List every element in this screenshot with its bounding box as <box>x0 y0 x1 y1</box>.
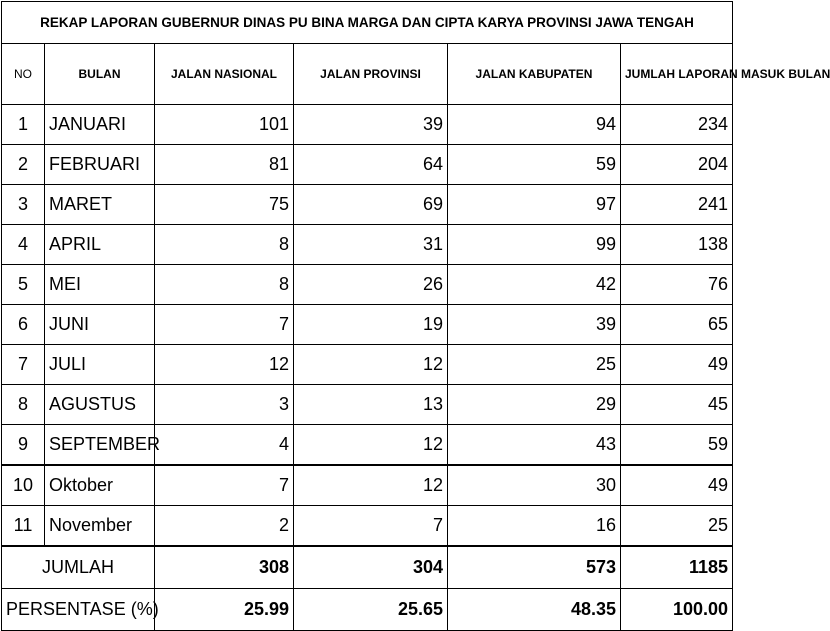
total-jalan-kabupaten: 573 <box>448 546 621 589</box>
cell-jalan-kabupaten: 94 <box>448 105 621 145</box>
table-row <box>2 305 733 345</box>
cell-no: 10 <box>2 465 45 506</box>
cell-bulan: APRIL <box>45 225 155 265</box>
cell-jalan-provinsi: 64 <box>294 145 448 185</box>
cell-jalan-nasional: 3 <box>155 385 294 425</box>
cell-jalan-nasional: 75 <box>155 185 294 225</box>
cell-jumlah: 234 <box>621 105 733 145</box>
cell-jalan-nasional: 8 <box>155 265 294 305</box>
cell-jalan-kabupaten: 99 <box>448 225 621 265</box>
cell-bulan: SEPTEMBER <box>45 425 155 466</box>
table-row <box>2 345 733 385</box>
header-no: NO <box>2 44 45 105</box>
cell-jalan-provinsi: 26 <box>294 265 448 305</box>
total-jalan-nasional: 308 <box>155 546 294 589</box>
cell-bulan: Oktober <box>45 465 155 506</box>
table-row <box>2 465 733 506</box>
percentage-jalan-provinsi: 25.65 <box>294 589 448 631</box>
total-jumlah: 1185 <box>621 546 733 589</box>
cell-jalan-kabupaten: 43 <box>448 425 621 466</box>
header-bulan: BULAN <box>45 44 155 105</box>
cell-jalan-provinsi: 13 <box>294 385 448 425</box>
cell-no: 2 <box>2 145 45 185</box>
cell-jalan-nasional: 12 <box>155 345 294 385</box>
cell-jalan-kabupaten: 29 <box>448 385 621 425</box>
cell-jalan-provinsi: 69 <box>294 185 448 225</box>
cell-jumlah: 241 <box>621 185 733 225</box>
cell-jalan-nasional: 7 <box>155 465 294 506</box>
table-row <box>2 105 733 145</box>
percentage-label: PERSENTASE (%) <box>2 589 155 631</box>
percentage-jalan-kabupaten: 48.35 <box>448 589 621 631</box>
cell-jalan-nasional: 2 <box>155 506 294 547</box>
header-jumlah-laporan: JUMLAH LAPORAN MASUK BULAN <box>621 44 733 105</box>
cell-no: 6 <box>2 305 45 345</box>
header-jalan-nasional: JALAN NASIONAL <box>155 44 294 105</box>
cell-bulan: AGUSTUS <box>45 385 155 425</box>
cell-bulan: MARET <box>45 185 155 225</box>
table-row <box>2 265 733 305</box>
report-title: REKAP LAPORAN GUBERNUR DINAS PU BINA MARGA DAN CIPTA KARYA PROVINSI JAWA TENGAH <box>2 2 733 44</box>
cell-jalan-nasional: 101 <box>155 105 294 145</box>
cell-bulan: November <box>45 506 155 547</box>
total-row <box>2 546 733 589</box>
cell-bulan: JANUARI <box>45 105 155 145</box>
cell-jumlah: 138 <box>621 225 733 265</box>
header-jalan-kabupaten: JALAN KABUPATEN <box>448 44 621 105</box>
table-row <box>2 425 733 466</box>
cell-bulan: JULI <box>45 345 155 385</box>
table-row <box>2 185 733 225</box>
cell-jalan-kabupaten: 25 <box>448 345 621 385</box>
cell-no: 7 <box>2 345 45 385</box>
cell-jalan-kabupaten: 16 <box>448 506 621 547</box>
cell-jalan-provinsi: 39 <box>294 105 448 145</box>
cell-jalan-nasional: 8 <box>155 225 294 265</box>
cell-jalan-provinsi: 12 <box>294 425 448 466</box>
total-label: JUMLAH <box>2 546 155 589</box>
cell-jalan-nasional: 4 <box>155 425 294 466</box>
percentage-jumlah: 100.00 <box>621 589 733 631</box>
cell-jumlah: 65 <box>621 305 733 345</box>
cell-jalan-provinsi: 12 <box>294 345 448 385</box>
percentage-jalan-nasional: 25.99 <box>155 589 294 631</box>
cell-jalan-provinsi: 12 <box>294 465 448 506</box>
cell-jumlah: 25 <box>621 506 733 547</box>
report-table <box>1 1 830 631</box>
cell-jalan-kabupaten: 97 <box>448 185 621 225</box>
cell-jalan-kabupaten: 59 <box>448 145 621 185</box>
cell-jalan-provinsi: 31 <box>294 225 448 265</box>
cell-jumlah: 49 <box>621 465 733 506</box>
table-row <box>2 506 733 547</box>
cell-jalan-nasional: 81 <box>155 145 294 185</box>
data-body <box>2 105 733 547</box>
cell-bulan: JUNI <box>45 305 155 345</box>
cell-jalan-kabupaten: 42 <box>448 265 621 305</box>
title-row <box>2 2 733 44</box>
cell-no: 3 <box>2 185 45 225</box>
cell-bulan: FEBRUARI <box>45 145 155 185</box>
cell-no: 5 <box>2 265 45 305</box>
cell-no: 1 <box>2 105 45 145</box>
cell-jumlah: 45 <box>621 385 733 425</box>
cell-jalan-provinsi: 7 <box>294 506 448 547</box>
header-row <box>2 44 733 105</box>
cell-bulan: MEI <box>45 265 155 305</box>
table-row <box>2 385 733 425</box>
table-row <box>2 225 733 265</box>
cell-jumlah: 204 <box>621 145 733 185</box>
cell-jumlah: 76 <box>621 265 733 305</box>
cell-jumlah: 49 <box>621 345 733 385</box>
percentage-row <box>2 589 733 631</box>
cell-jalan-provinsi: 19 <box>294 305 448 345</box>
table-row <box>2 145 733 185</box>
header-jalan-provinsi: JALAN PROVINSI <box>294 44 448 105</box>
cell-no: 11 <box>2 506 45 547</box>
cell-jalan-kabupaten: 39 <box>448 305 621 345</box>
cell-jalan-kabupaten: 30 <box>448 465 621 506</box>
total-jalan-provinsi: 304 <box>294 546 448 589</box>
cell-no: 8 <box>2 385 45 425</box>
cell-jalan-nasional: 7 <box>155 305 294 345</box>
cell-no: 4 <box>2 225 45 265</box>
cell-no: 9 <box>2 425 45 466</box>
cell-jumlah: 59 <box>621 425 733 466</box>
